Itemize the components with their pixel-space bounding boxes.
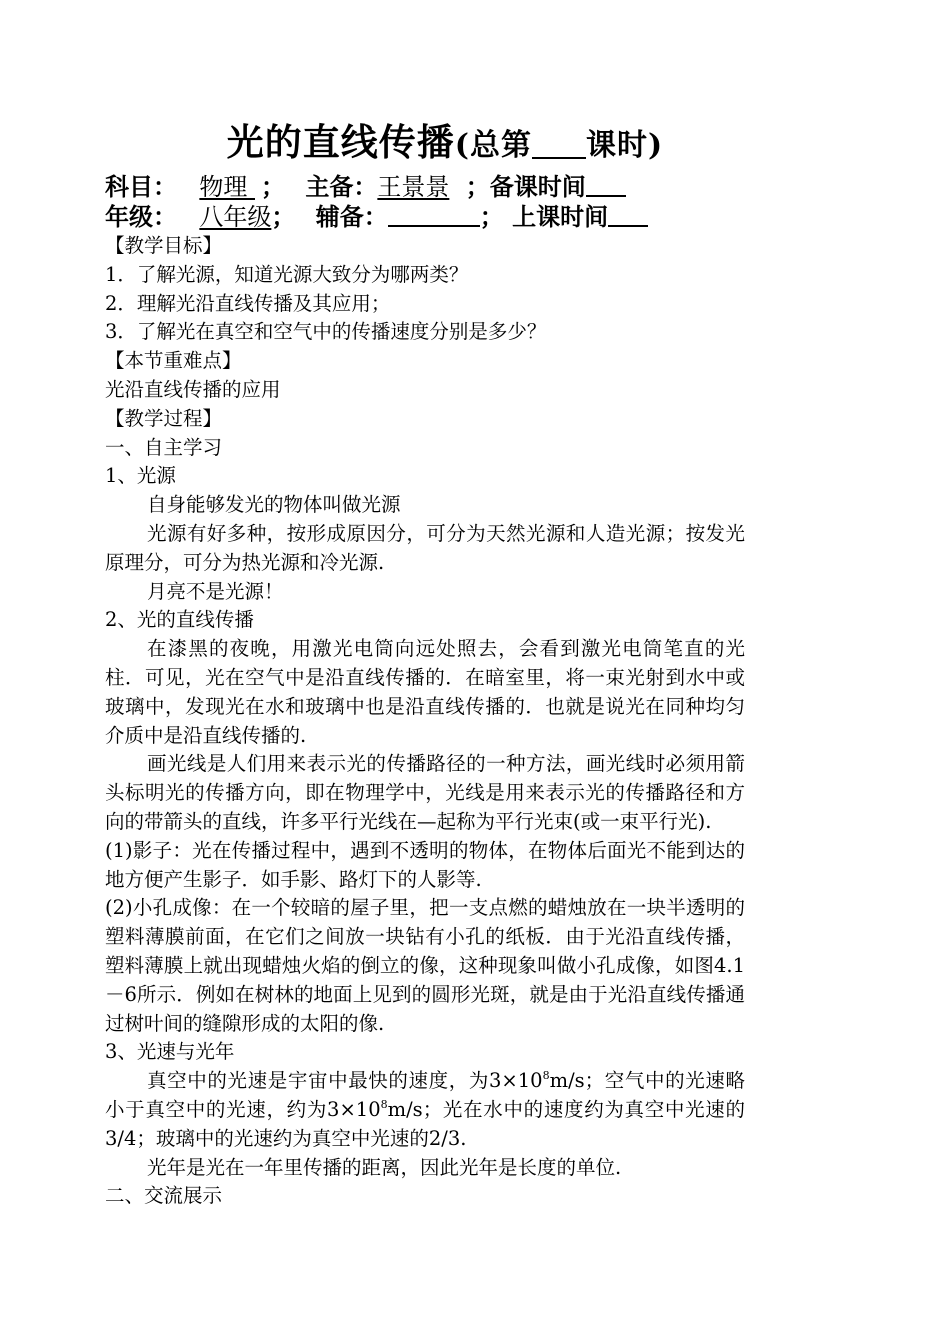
process-heading: 【教学过程】 [105, 406, 223, 430]
goals-heading: 【教学目标】 [105, 234, 223, 257]
goal-item: 2．理解光沿直线传播及其应用； [105, 291, 391, 315]
paragraph: 自身能够发光的物体叫做光源 [147, 493, 401, 517]
title-prefix: (总第 [454, 128, 532, 163]
grade-label: 年级： [105, 202, 177, 231]
key-points-heading: 【本节重难点】 [105, 349, 242, 373]
grade-value: 八年级 [199, 203, 272, 231]
text-run: 真空中的光速是宇宙中最快的速度，为3×10 [147, 1069, 543, 1093]
separator: ； [271, 202, 296, 231]
document-body [105, 232, 745, 1211]
section-heading: 2、光的直线传播 [105, 608, 254, 632]
document-page [105, 112, 745, 1211]
section-heading: 1、光源 [105, 464, 176, 488]
goal-item: 3．了解光在真空和空气中的传播速度分别是多少？ [105, 320, 547, 344]
prep-time-label: 备课时间 [489, 172, 586, 201]
text-run: m/s；空气中的光速略小于真空中的光速，约为3×10 [105, 1069, 745, 1121]
subject-value: 物理 [199, 173, 255, 201]
exponent: 8 [542, 1069, 550, 1083]
paragraph: 光源有好多种，按形成原因分，可分为天然光源和人造光源；按发光原理分，可分为热光源和冷光源. [105, 521, 745, 574]
subject-label: 科目： [105, 172, 177, 201]
goal-item: 1．了解光源，知道光源大致分为哪两类？ [105, 262, 469, 286]
separator: ； [261, 172, 285, 201]
paragraph: 光年是光在一年里传播的距离，因此光年是长度的单位. [147, 1155, 622, 1179]
page-title [105, 112, 745, 166]
class-time-blank [608, 203, 648, 227]
title-main: 光的直线传播 [226, 120, 455, 164]
paragraph: (1)影子：光在传播过程中，遇到不透明的物体，在物体后面光不能到达的地方便产生影子．如手影、路灯下的人影等. [105, 838, 745, 891]
lead-teacher-label: 主备： [305, 172, 378, 201]
title-suffix: 课时) [586, 128, 664, 163]
lead-teacher-value: 王景景 [377, 173, 450, 201]
paragraph-light-speed [105, 1067, 745, 1153]
separator: ； [465, 172, 490, 201]
paragraph: 月亮不是光源！ [147, 579, 284, 603]
text-run: m/s；光在水中的速度约为真空中光速的3/4；玻璃中的光速约为真空中光速的2/3. [105, 1097, 745, 1150]
separator: ； [479, 202, 504, 231]
paragraph: (2)小孔成像：在一个较暗的屋子里，把一支点燃的蜡烛放在一块半透明的塑料薄膜前面，在它们之间放一块钻有小孔的纸板．由于光沿直线传播，塑料薄膜上就出现蜡烛火焰的倒立的像，这种现象叫做小孔成像，如图4.1－6所示．例如在树林的地面上见到的圆形光斑，就是由于光沿直线传播通过树叶间的缝隙形成的太阳的像. [105, 896, 745, 1035]
meta-row-1 [105, 172, 745, 202]
part-heading: 二、交流展示 [105, 1184, 223, 1208]
key-points-text: 光沿直线传播的应用 [105, 377, 281, 401]
paragraph: 在漆黑的夜晚，用激光电筒向远处照去，会看到激光电筒笔直的光柱．可见，光在空气中是沿直线传播的．在暗室里，将一束光射到水中或玻璃中，发现光在水和玻璃中也是沿直线传播的．也就是说光在同种均匀介质中是沿直线传播的. [105, 637, 745, 747]
class-time-label: 上课时间 [512, 202, 609, 231]
section-heading: 3、光速与光年 [105, 1040, 235, 1064]
meta-row-2 [105, 202, 745, 232]
prep-time-blank [586, 173, 626, 197]
assistant-teacher-blank [388, 203, 480, 227]
part-heading: 一、自主学习 [105, 435, 223, 459]
exponent: 8 [380, 1097, 388, 1111]
lesson-number-blank [532, 120, 586, 159]
assistant-teacher-label: 辅备： [315, 202, 388, 231]
paragraph: 画光线是人们用来表示光的传播路径的一种方法，画光线时必须用箭头标明光的传播方向，即在物理学中，光线是用来表示光的传播路径和方向的带箭头的直线，许多平行光线在—起称为平行光束(或一束平行光). [105, 752, 745, 833]
